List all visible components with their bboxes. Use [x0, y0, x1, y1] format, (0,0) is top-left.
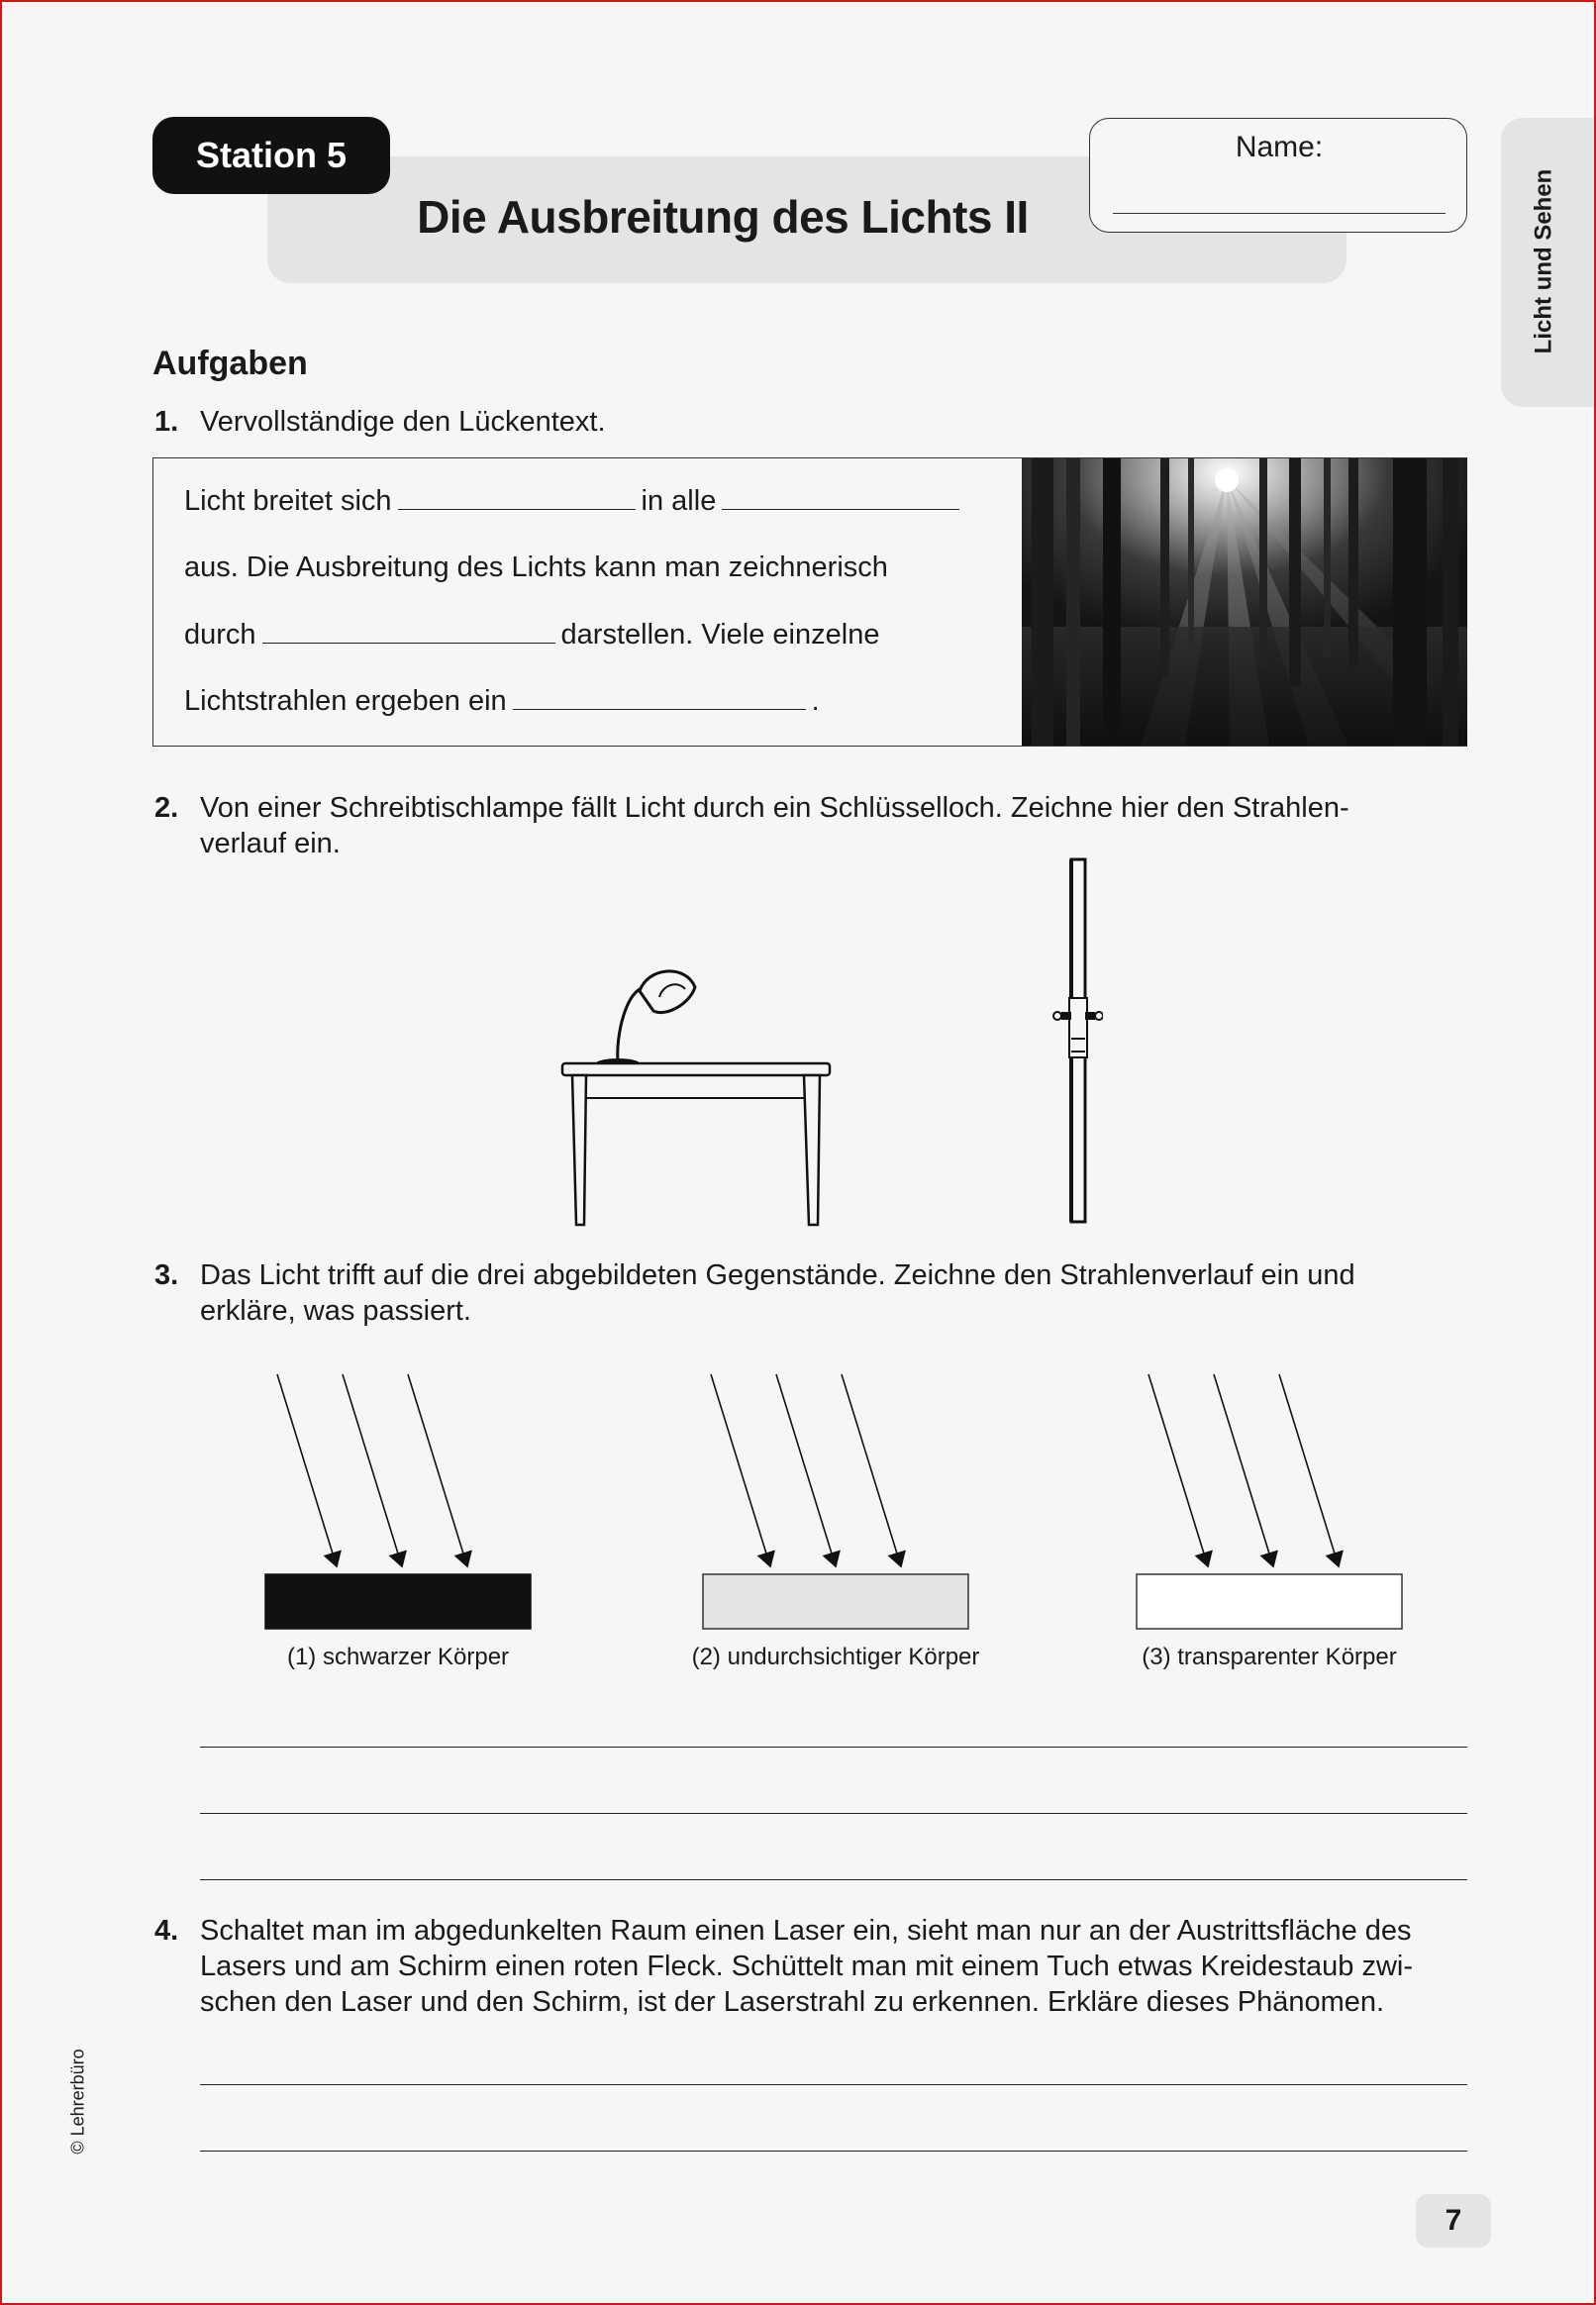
task-1-text: Vervollständige den Lückentext. [200, 406, 606, 438]
caption-transparent-body: (3) transparenter Körper [1142, 1644, 1397, 1670]
task-2-number: 2. [154, 792, 179, 824]
task-4-line-3: schen den Laser und den Schirm, ist der Laserstrahl zu erkennen. Erkläre dieses Phänomen. [200, 1986, 1385, 2018]
task-4-line-2: Lasers und am Schirm einen roten Fleck. Schüttelt man mit einem Tuch etwas Kreidestaub zwi- [200, 1951, 1413, 1982]
task-3-line-2: erkläre, was passiert. [200, 1295, 471, 1327]
task-3-answer-line-3[interactable] [200, 1879, 1467, 1880]
cloze-blank-2[interactable] [722, 487, 959, 510]
cloze-text: Lichtstrahlen ergeben ein [184, 685, 507, 717]
task-3-line-1: Das Licht trifft auf die drei abgebildeten Gegenstände. Zeichne den Strahlenverlauf ein und [200, 1259, 1355, 1291]
page-number: 7 [1416, 2194, 1491, 2248]
task-3-number: 3. [154, 1259, 179, 1291]
cloze-line-2: aus. Die Ausbreitung des Lichts kann man zeichnerisch [184, 551, 888, 583]
side-tab-label: Licht und Sehen [1530, 168, 1557, 354]
forest-sunbeam-photo [1022, 458, 1467, 746]
task-2-line-2: verlauf ein. [200, 828, 341, 859]
cloze-blank-4[interactable] [513, 687, 806, 710]
task-3-answer-line-1[interactable] [200, 1747, 1467, 1748]
name-field[interactable] [1113, 213, 1446, 214]
station-badge: Station 5 [152, 117, 390, 194]
cloze-line-4 [184, 685, 820, 718]
task-1-number: 1. [154, 406, 179, 438]
cloze-blank-3[interactable] [262, 621, 555, 644]
caption-opaque-body: (2) undurchsichtiger Körper [691, 1644, 980, 1670]
door-with-keyhole-drawing [1044, 855, 1103, 1226]
cloze-text: Licht breitet sich [184, 485, 392, 517]
transparent-body [1137, 1574, 1402, 1629]
name-label: Name: [1235, 131, 1324, 163]
light-ray-diagram [2, 1358, 1596, 1636]
rays-group-2 [711, 1374, 901, 1566]
rays-group-3 [1148, 1374, 1339, 1566]
side-tab-label-wrap [1503, 162, 1584, 360]
task-4-answer-line-1[interactable] [200, 2084, 1467, 2085]
cloze-text: . [811, 685, 820, 717]
opaque-body [703, 1574, 968, 1629]
cloze-text: darstellen. Viele einzelne [560, 619, 880, 651]
rays-group-1 [277, 1374, 467, 1566]
cloze-line-1 [184, 485, 965, 518]
task-4-number: 4. [154, 1915, 179, 1947]
desk-lamp-drawing [556, 967, 844, 1230]
copyright-notice: © Lehrerbüro [67, 2048, 88, 2155]
caption-black-body: (1) schwarzer Körper [286, 1644, 510, 1670]
page-title: Die Ausbreitung des Lichts II [417, 191, 1029, 243]
section-heading: Aufgaben [152, 345, 308, 382]
cloze-blank-1[interactable] [398, 487, 636, 510]
cloze-line-3 [184, 619, 879, 651]
task-4-answer-line-2[interactable] [200, 2151, 1467, 2152]
black-body [265, 1574, 531, 1629]
cloze-text: in alle [641, 485, 717, 517]
task-2-line-1: Von einer Schreibtischlampe fällt Licht durch ein Schlüsselloch. Zeichne hier den Strahlen- [200, 792, 1349, 824]
task-3-answer-line-2[interactable] [200, 1813, 1467, 1814]
cloze-text: durch [184, 619, 256, 651]
task-4-line-1: Schaltet man im abgedunkelten Raum einen Laser ein, sieht man nur an der Austrittsfläche des [200, 1915, 1412, 1947]
copyright-wrap [63, 2042, 93, 2160]
